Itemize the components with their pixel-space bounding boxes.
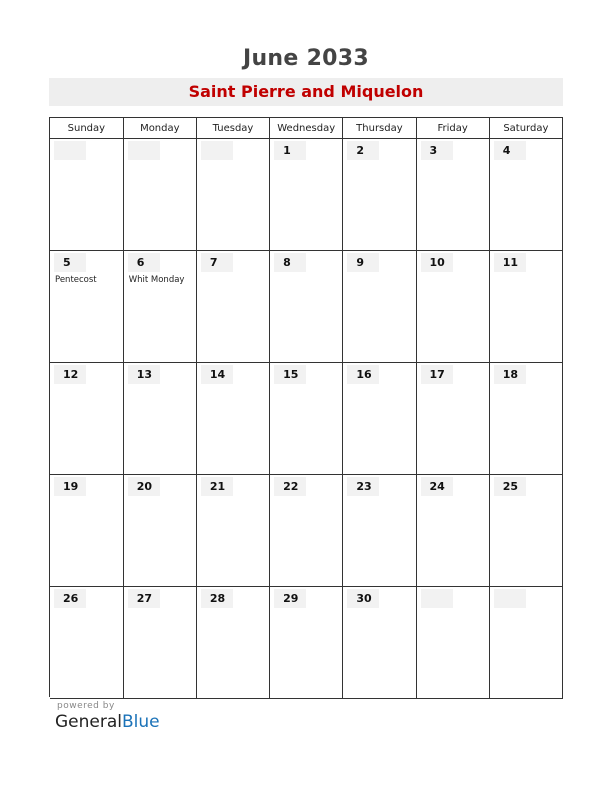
day-cell <box>50 587 123 699</box>
holiday-label: Whit Monday <box>128 275 185 285</box>
day-cell <box>343 251 416 363</box>
day-cell <box>416 587 489 699</box>
holiday-label: Pentecost <box>55 275 97 285</box>
day-cell <box>123 587 196 699</box>
page-title: June 2033 <box>242 46 370 71</box>
day-cell <box>270 139 343 251</box>
day-cell <box>50 363 123 475</box>
week-row <box>50 139 563 251</box>
day-cell <box>343 139 416 251</box>
day-cell <box>416 475 489 587</box>
day-cell <box>270 587 343 699</box>
day-number: 13 <box>128 365 160 384</box>
day-cell <box>416 139 489 251</box>
generalblue-logo[interactable] <box>55 712 160 732</box>
weekday-header: Friday <box>416 118 489 139</box>
day-number: 26 <box>54 589 86 608</box>
day-cell <box>123 363 196 475</box>
day-cell <box>270 363 343 475</box>
day-cell <box>50 475 123 587</box>
brand-blue-text: Blue <box>122 712 160 732</box>
weekday-header: Thursday <box>343 118 416 139</box>
day-cell <box>270 475 343 587</box>
day-number: 14 <box>201 365 233 384</box>
day-number: 2 <box>347 141 379 160</box>
day-number: 15 <box>274 365 306 384</box>
day-number: 23 <box>347 477 379 496</box>
day-number: 3 <box>421 141 453 160</box>
week-row <box>50 475 563 587</box>
day-cell <box>416 363 489 475</box>
day-cell <box>270 251 343 363</box>
day-cell <box>123 475 196 587</box>
day-number: 21 <box>201 477 233 496</box>
day-number: 7 <box>201 253 233 272</box>
day-cell <box>196 475 269 587</box>
day-number <box>494 589 526 608</box>
day-number: 29 <box>274 589 306 608</box>
day-number: 22 <box>274 477 306 496</box>
day-cell <box>489 475 562 587</box>
day-number <box>128 141 160 160</box>
day-cell <box>343 475 416 587</box>
brand-general-text: General <box>55 712 122 732</box>
day-cell <box>343 363 416 475</box>
weekday-header: Tuesday <box>196 118 269 139</box>
day-number: 1 <box>274 141 306 160</box>
weekday-header-row <box>50 118 563 139</box>
weekday-header: Saturday <box>489 118 562 139</box>
day-number <box>421 589 453 608</box>
day-cell <box>50 139 123 251</box>
day-cell <box>196 363 269 475</box>
week-row <box>50 363 563 475</box>
week-row <box>50 587 563 699</box>
day-number: 27 <box>128 589 160 608</box>
day-number: 17 <box>421 365 453 384</box>
day-number: 5 <box>54 253 86 272</box>
day-cell <box>489 587 562 699</box>
day-cell <box>196 251 269 363</box>
day-cell <box>343 587 416 699</box>
week-row <box>50 251 563 363</box>
day-number <box>54 141 86 160</box>
day-cell <box>50 251 123 363</box>
calendar-grid <box>49 117 563 697</box>
day-number: 28 <box>201 589 233 608</box>
day-cell <box>196 587 269 699</box>
day-number: 8 <box>274 253 306 272</box>
country-banner: Saint Pierre and Miquelon <box>49 78 563 106</box>
calendar-table <box>50 118 563 699</box>
day-number: 30 <box>347 589 379 608</box>
day-number: 24 <box>421 477 453 496</box>
day-cell <box>489 251 562 363</box>
day-number: 25 <box>494 477 526 496</box>
day-number: 18 <box>494 365 526 384</box>
day-cell <box>123 139 196 251</box>
day-cell <box>416 251 489 363</box>
day-number: 16 <box>347 365 379 384</box>
day-number: 10 <box>421 253 453 272</box>
day-cell <box>123 251 196 363</box>
weekday-header: Wednesday <box>270 118 343 139</box>
day-cell <box>196 139 269 251</box>
weekday-header: Monday <box>123 118 196 139</box>
day-number <box>201 141 233 160</box>
day-number: 20 <box>128 477 160 496</box>
day-number: 9 <box>347 253 379 272</box>
weekday-header: Sunday <box>50 118 123 139</box>
day-number: 11 <box>494 253 526 272</box>
day-number: 12 <box>54 365 86 384</box>
day-number: 6 <box>128 253 160 272</box>
powered-by-text: powered by <box>57 701 115 711</box>
day-cell <box>489 363 562 475</box>
day-cell <box>489 139 562 251</box>
day-number: 19 <box>54 477 86 496</box>
day-number: 4 <box>494 141 526 160</box>
